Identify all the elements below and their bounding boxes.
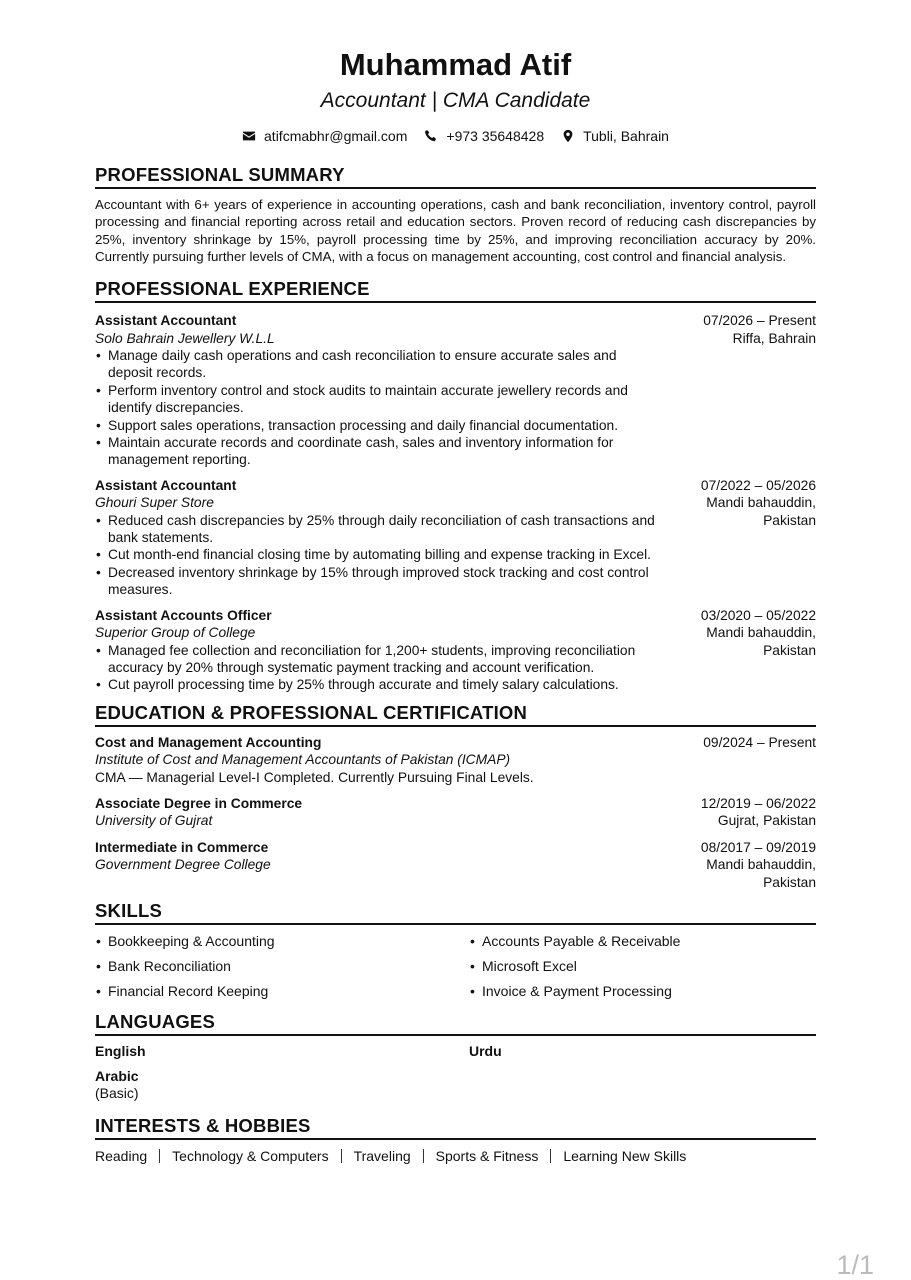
job-title: Assistant Accounts Officer	[95, 607, 272, 623]
hobby-item: Sports & Fitness	[435, 1147, 539, 1164]
job-employer: Ghouri Super Store	[95, 495, 214, 511]
education-details	[95, 795, 660, 830]
skill-item: • Invoice & Payment Processing	[469, 982, 816, 1000]
language-item	[469, 1043, 816, 1060]
education-institution: Government Degree College	[95, 857, 271, 873]
contact-location	[561, 128, 669, 144]
job-employer: Superior Group of College	[95, 625, 256, 641]
location-pin-icon	[561, 129, 575, 143]
location-text: Tubli, Bahrain	[583, 128, 669, 144]
job-title: Assistant Accountant	[95, 477, 237, 493]
summary-text: Accountant with 6+ years of experience in accounting operations, cash and bank reconciliation, inventory control, payroll processing and financial reporting across retail and education sectors. Proven record of reducing cash discrepancies by 25%, inventory shrinkage by 15%, payroll processing time by 25%, and improving reconciliation accuracy by 20%. Currently pursuing further levels of CMA, with a focus on management accounting, cost control and financial analysis.	[95, 197, 816, 264]
job-meta	[666, 312, 816, 469]
language-name: Urdu	[469, 1042, 502, 1059]
envelope-icon	[242, 129, 256, 143]
phone-text: +973 35648428	[446, 128, 545, 144]
interests-section	[95, 1115, 816, 1165]
contact-bar	[95, 126, 816, 146]
skills-section	[95, 900, 816, 1000]
candidate-name: Muhammad Atif	[339, 47, 572, 82]
hobby-separator	[423, 1149, 424, 1163]
language-item	[95, 1043, 469, 1060]
education-dates: 08/2017 – 09/2019	[700, 839, 816, 855]
section-title: SKILLS	[95, 900, 816, 925]
education-entry	[95, 795, 816, 830]
education-title: Associate Degree in Commerce	[95, 795, 303, 811]
page-number: 1/1	[836, 1250, 874, 1280]
hobby-item: Traveling	[353, 1147, 411, 1164]
job-details	[95, 607, 660, 694]
language-level: (Basic)	[95, 1084, 139, 1101]
job-location: Mandi bahauddin, Pakistan	[706, 625, 816, 658]
hobby-item: Learning New Skills	[563, 1147, 687, 1164]
resume-page	[95, 40, 816, 1165]
education-entry	[95, 734, 816, 786]
education-entry	[95, 839, 816, 891]
education-dates: 12/2019 – 06/2022	[700, 795, 816, 811]
education-institution: Institute of Cost and Management Accountants of Pakistan (ICMAP)	[95, 752, 511, 768]
section-title: EDUCATION & PROFESSIONAL CERTIFICATION	[95, 702, 816, 727]
job-bullet: • Support sales operations, transaction processing and daily financial documentation.	[95, 417, 660, 434]
education-institution: University of Gujrat	[95, 813, 213, 829]
job-location: Riffa, Bahrain	[732, 330, 816, 346]
education-details	[95, 734, 660, 786]
education-details	[95, 839, 660, 891]
hobby-item: Technology & Computers	[172, 1147, 329, 1164]
education-section	[95, 702, 816, 891]
job-bullet: • Cut month-end financial closing time by automating billing and expense tracking in Excel.	[95, 546, 660, 563]
job-bullets	[95, 642, 660, 694]
skill-item: • Microsoft Excel	[469, 957, 816, 975]
job-bullet: • Decreased inventory shrinkage by 15% through improved stock tracking and cost control measures.	[95, 564, 660, 599]
language-name: English	[95, 1042, 146, 1059]
job-bullet: • Perform inventory control and stock audits to maintain accurate jewellery records and identify discrepancies.	[95, 382, 660, 417]
job-bullets	[95, 512, 660, 599]
job-details	[95, 477, 660, 599]
candidate-role: Accountant | CMA Candidate	[320, 89, 591, 112]
job-location: Mandi bahauddin, Pakistan	[706, 495, 816, 528]
education-location: Mandi bahauddin, Pakistan	[706, 857, 816, 890]
skill-item: • Bookkeeping & Accounting	[95, 932, 469, 950]
education-note: CMA — Managerial Level-I Completed. Currently Pursuing Final Levels.	[95, 769, 534, 785]
job-entry	[95, 477, 816, 599]
skill-item: • Accounts Payable & Receivable	[469, 932, 816, 950]
hobby-item: Reading	[95, 1147, 148, 1164]
hobby-separator	[341, 1149, 342, 1163]
language-item	[95, 1068, 469, 1102]
job-entry	[95, 607, 816, 694]
contact-email[interactable]	[242, 128, 407, 144]
education-dates: 09/2024 – Present	[703, 734, 816, 750]
education-meta	[666, 839, 816, 891]
hobby-separator	[159, 1149, 160, 1163]
contact-phone[interactable]	[424, 128, 544, 144]
job-details	[95, 312, 660, 469]
summary-section	[95, 164, 816, 265]
section-title: PROFESSIONAL SUMMARY	[95, 164, 816, 189]
education-location: Gujrat, Pakistan	[717, 813, 816, 829]
skill-item: • Financial Record Keeping	[95, 982, 469, 1000]
language-name: Arabic	[95, 1067, 139, 1084]
job-dates: 07/2026 – Present	[703, 313, 816, 329]
skill-item: • Bank Reconciliation	[95, 957, 469, 975]
hobby-separator	[550, 1149, 551, 1163]
job-meta	[666, 607, 816, 694]
education-meta	[666, 734, 816, 786]
job-bullet: • Managed fee collection and reconciliation for 1,200+ students, improving reconciliation accuracy by 20% through systematic payment tracking and account verification.	[95, 642, 660, 677]
job-meta	[666, 477, 816, 599]
email-text: atifcmabhr@gmail.com	[264, 128, 408, 144]
languages-section	[95, 1011, 816, 1102]
job-bullet: • Manage daily cash operations and cash reconciliation to ensure accurate sales and deposit records.	[95, 347, 660, 382]
education-title: Cost and Management Accounting	[95, 734, 322, 750]
job-entry	[95, 312, 816, 469]
phone-icon	[424, 129, 438, 143]
job-bullet: • Reduced cash discrepancies by 25% through daily reconciliation of cash transactions and bank statements.	[95, 512, 660, 547]
section-title: PROFESSIONAL EXPERIENCE	[95, 278, 816, 303]
job-bullets	[95, 347, 660, 469]
education-title: Intermediate in Commerce	[95, 839, 269, 855]
education-meta	[666, 795, 816, 830]
job-title: Assistant Accountant	[95, 313, 237, 329]
job-dates: 03/2020 – 05/2022	[700, 607, 816, 623]
job-employer: Solo Bahrain Jewellery W.L.L	[95, 330, 275, 346]
job-dates: 07/2022 – 05/2026	[700, 477, 816, 493]
section-title: LANGUAGES	[95, 1011, 816, 1036]
section-title: INTERESTS & HOBBIES	[95, 1115, 816, 1140]
job-bullet: • Cut payroll processing time by 25% through accurate and timely salary calculations.	[95, 676, 660, 693]
job-bullet: • Maintain accurate records and coordinate cash, sales and inventory information for management reporting.	[95, 434, 660, 469]
experience-section	[95, 278, 816, 694]
